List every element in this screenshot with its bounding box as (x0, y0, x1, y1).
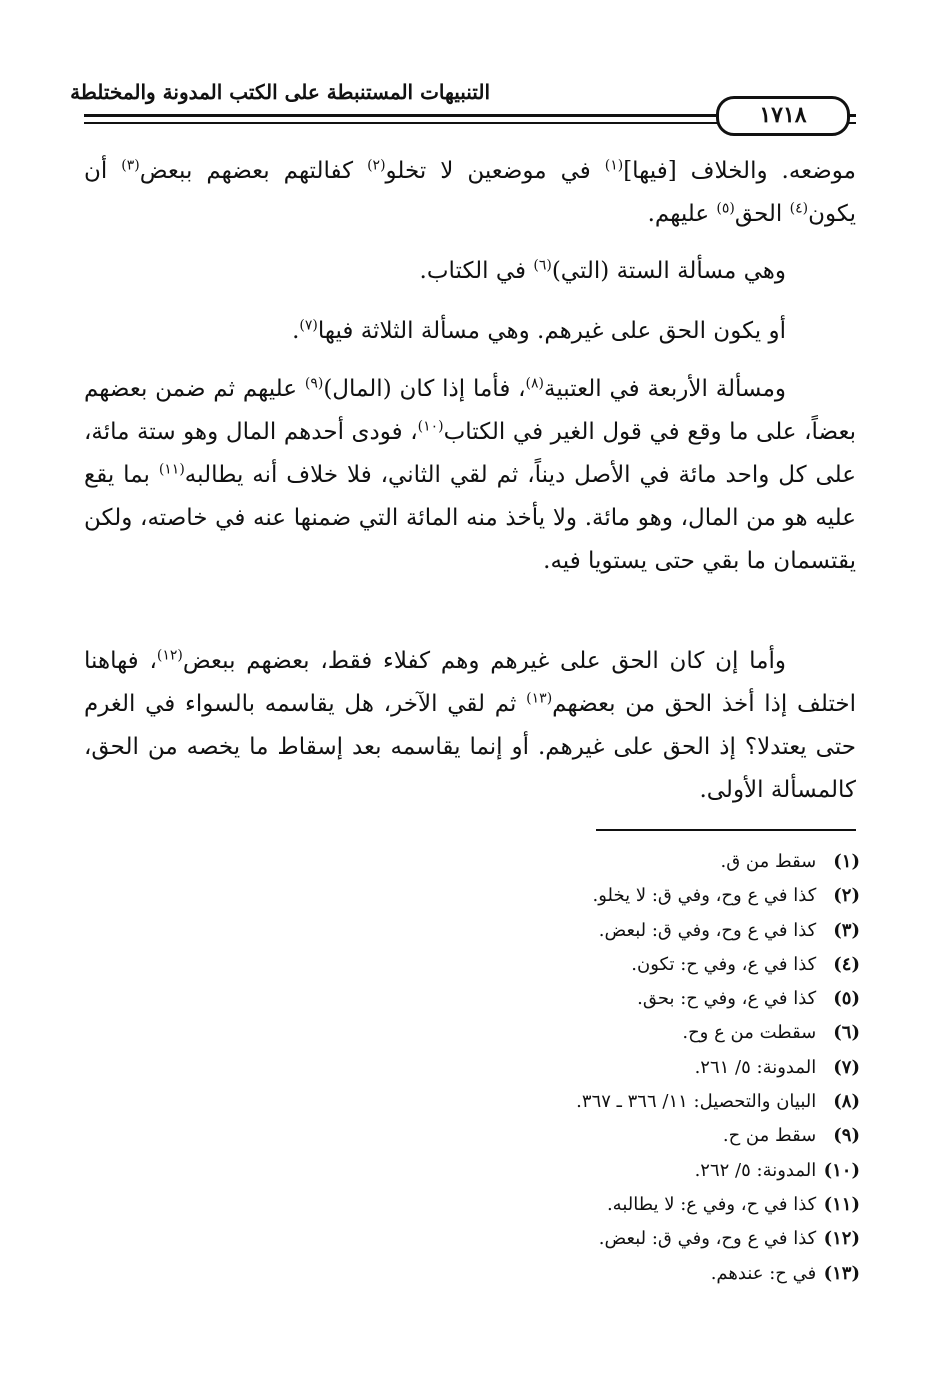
footnote-9 (300, 1119, 860, 1153)
paragraph-1 (84, 150, 856, 236)
text: وهي مسألة الستة (التي) (551, 258, 786, 284)
text: بما يقع عليه هو من المال، وهو مائة. ولا يأخذ منه المائة التي ضمنها عنه في خاصته، ولكن يقتسمان ما بقي حتى يستويا فيه. (84, 462, 856, 574)
text: . (292, 318, 300, 344)
footnote-number: (١٢) (823, 1228, 860, 1250)
footnote-number: (٧) (833, 1056, 860, 1078)
footnote-number: (٤) (833, 953, 860, 975)
text: ، فأما إذا كان (المال) (323, 376, 526, 402)
footnote-text: سقط من ق. (720, 851, 817, 872)
text: ومسألة الأربعة في العتبية (544, 376, 786, 402)
paragraph-5 (84, 640, 856, 812)
text: في الكتاب. (419, 258, 534, 284)
text: موضعه. والخلاف [فيها] (623, 158, 857, 184)
footnote-5 (300, 982, 860, 1016)
footnote-10 (300, 1154, 860, 1188)
footnote-ref-3: (٣) (121, 157, 140, 174)
running-title: التنبيهات المستنبطة على الكتب المدونة والمختلطة (70, 80, 490, 104)
footnote-ref-11: (١١) (158, 461, 185, 478)
paragraph-2 (84, 250, 856, 293)
footnote-text: المدونة: ٥/ ٢٦١. (694, 1056, 817, 1078)
footnote-11 (300, 1188, 860, 1222)
text: أو يكون الحق على غيرهم. وهي مسألة الثلاثة فيها (317, 318, 786, 344)
footnote-number: (٦) (833, 1022, 860, 1044)
paragraph-3 (84, 310, 856, 353)
footnote-8 (300, 1085, 860, 1119)
text: الحق (734, 201, 790, 227)
footnote-ref-13: (١٣) (526, 690, 553, 707)
footnote-ref-7: (٧) (299, 317, 318, 334)
footnote-text: المدونة: ٥/ ٢٦٢. (694, 1159, 817, 1181)
footnote-ref-4: (٤) (789, 200, 809, 217)
footnote-ref-1: (١) (604, 157, 624, 174)
footnote-ref-2: (٢) (367, 157, 386, 174)
footnote-text: سقطت من ع وح. (682, 1022, 817, 1044)
page-number: ١٧١٨ (716, 96, 850, 136)
footnote-number: (١١) (823, 1193, 860, 1215)
footnote-13 (300, 1257, 860, 1291)
footnote-separator (596, 829, 856, 831)
text: وأما إن كان الحق على غيرهم وهم كفلاء فقط، بعضهم ببعض (182, 648, 786, 674)
footnote-6 (300, 1016, 860, 1050)
footnote-4 (300, 948, 860, 982)
footnote-number: (٨) (833, 1091, 860, 1113)
footnote-ref-8: (٨) (525, 375, 545, 392)
footnote-ref-5: (٥) (716, 200, 735, 217)
footnote-3 (300, 914, 860, 948)
footnote-number: (٩) (833, 1125, 860, 1147)
footnote-ref-9: (٩) (304, 375, 324, 392)
footnote-list (300, 845, 860, 1291)
text: ، فودى أحدهم المال وهو ستة مائة، على كل واحد مائة في الأصل ديناً، ثم لقي الثاني، فلا خلاف أنه يطالبه (84, 419, 857, 488)
text: أن يكون (84, 158, 856, 227)
footnote-number: (١) (833, 851, 860, 872)
text: ثم لقي الآخر، هل يقاسمه بالسواء في الغرم حتى يعتدلا؟ إذ الحق على غيرهم. أو إنما يقاسمه بعد إسقاط ما يخصه من الحق، كالمسألة الأولى. (84, 691, 856, 803)
footnote-1 (300, 845, 860, 879)
footnote-number: (٢) (833, 885, 860, 907)
footnote-number: (١٠) (823, 1159, 860, 1181)
footnote-text: كذا في ع وح، وفي ق: لبعض. (598, 1228, 817, 1250)
footnote-number: (١٣) (823, 1262, 860, 1284)
footnote-ref-12: (١٢) (156, 647, 183, 664)
footnote-text: كذا في ع وح، وفي ق: لبعض. (598, 919, 817, 941)
footnote-ref-10: (١٠) (417, 418, 444, 435)
footnote-text: البيان والتحصيل: ١١/ ٣٦٦ ـ ٣٦٧. (576, 1091, 817, 1113)
footnote-text: كذا في ع، وفي ح: تكون. (631, 953, 817, 975)
footnote-text: سقط من ح. (722, 1125, 817, 1147)
footnote-text: كذا في ع وح، وفي ق: لا يخلو. (592, 885, 817, 907)
text: ، فهاهنا اختلف إذا أخذ الحق من بعضهم (84, 648, 856, 717)
footnote-7 (300, 1051, 860, 1085)
footnote-number: (٥) (833, 988, 860, 1010)
text: عليهم ثم ضمن بعضهم بعضاً، على ما وقع في قول الغير في الكتاب (84, 376, 856, 445)
text: كفالتهم بعضهم ببعض (139, 158, 368, 184)
footnote-text: كذا في ع، وفي ح: بحق. (637, 988, 817, 1010)
text: في موضعين لا تخلو (385, 158, 605, 184)
footnote-text: في ح: عندهم. (710, 1262, 817, 1284)
footnote-12 (300, 1222, 860, 1256)
footnote-number: (٣) (833, 919, 860, 941)
footnote-ref-6: (٦) (533, 257, 552, 274)
footnote-text: كذا في ح، وفي ع: لا يطالبه. (606, 1193, 817, 1215)
text: عليهم. (647, 201, 717, 227)
paragraph-4 (84, 368, 856, 583)
footnote-2 (300, 879, 860, 913)
